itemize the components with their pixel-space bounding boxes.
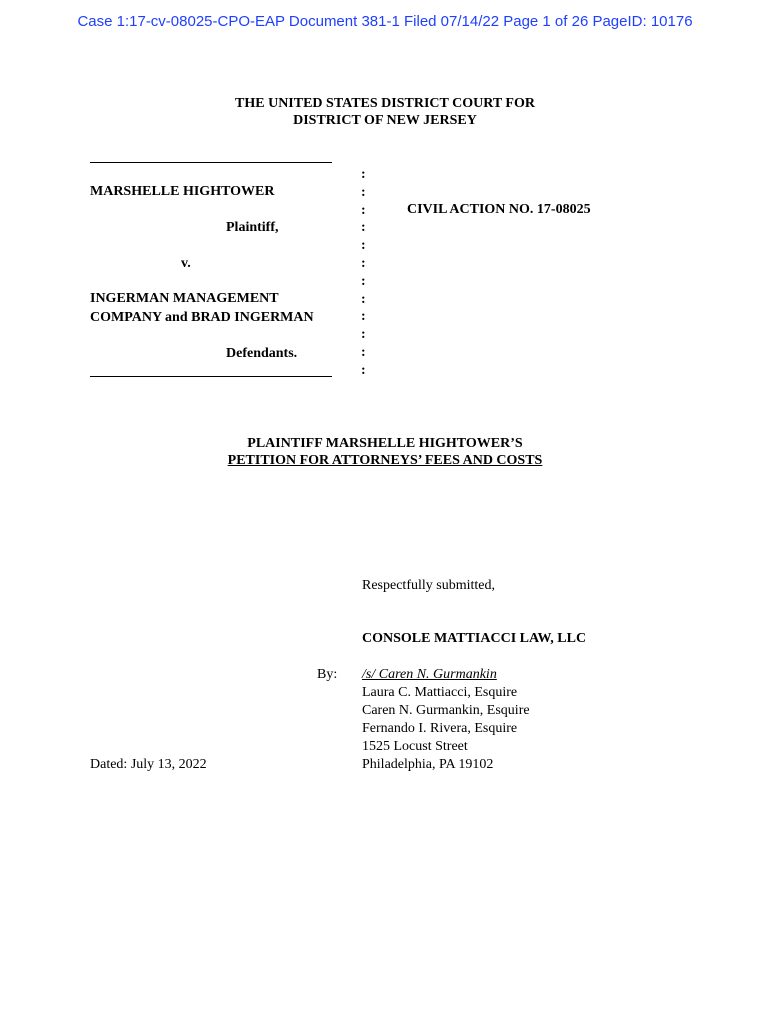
attorney-name: Laura C. Mattiacci, Esquire: [362, 685, 518, 700]
address-city: Philadelphia, PA 19102: [362, 757, 494, 772]
date-signed: Dated: July 13, 2022: [90, 757, 207, 772]
caption-colon: :: [361, 309, 366, 325]
caption-colon: :: [361, 327, 366, 343]
defendant-name-line-2: COMPANY and BRAD INGERMAN: [90, 310, 314, 325]
attorney-name: Fernando I. Rivera, Esquire: [362, 721, 518, 736]
caption-colon: :: [361, 220, 366, 236]
plaintiff-name: MARSHELLE HIGHTOWER: [90, 184, 275, 199]
address-street: 1525 Locust Street: [362, 739, 468, 754]
caption-colon: :: [361, 291, 366, 307]
document-title-line-1: PLAINTIFF MARSHELLE HIGHTOWER’S: [247, 436, 523, 451]
document-title: [0, 435, 770, 469]
by-label: By:: [317, 667, 338, 682]
civil-action-number: CIVIL ACTION NO. 17-08025: [407, 202, 591, 217]
caption-colon: :: [361, 273, 366, 289]
closing-text: Respectfully submitted,: [362, 578, 495, 593]
versus: v.: [181, 256, 191, 271]
caption-colon: :: [361, 202, 366, 218]
electronic-signature: /s/ Caren N. Gurmankin: [362, 667, 497, 682]
caption-colon-column: [361, 166, 369, 380]
caption-colon: :: [361, 238, 366, 254]
plaintiff-role: Plaintiff,: [226, 220, 279, 235]
court-heading-line-1: THE UNITED STATES DISTRICT COURT FOR: [235, 96, 535, 111]
defendant-name-line-1: INGERMAN MANAGEMENT: [90, 291, 279, 306]
law-firm-name: CONSOLE MATTIACCI LAW, LLC: [362, 631, 587, 646]
caption-colon: :: [361, 255, 366, 271]
caption-bottom-rule: [90, 376, 332, 377]
caption-top-rule: [90, 162, 332, 163]
caption-colon: :: [361, 167, 366, 182]
defendant-role: Defendants.: [226, 346, 298, 361]
signature-line: [362, 666, 588, 683]
document-title-line-2: PETITION FOR ATTORNEYS’ FEES AND COSTS: [227, 453, 543, 468]
filing-header-stamp: Case 1:17-cv-08025-CPO-EAP Document 381-1 Filed 07/14/22 Page 1 of 26 PageID: 10176: [77, 13, 693, 30]
court-heading: [0, 95, 770, 129]
attorney-name: Caren N. Gurmankin, Esquire: [362, 703, 530, 718]
caption-colon: :: [361, 184, 366, 200]
caption-colon: :: [361, 362, 366, 378]
caption-colon: :: [361, 344, 366, 360]
court-heading-line-2: DISTRICT OF NEW JERSEY: [293, 113, 477, 128]
